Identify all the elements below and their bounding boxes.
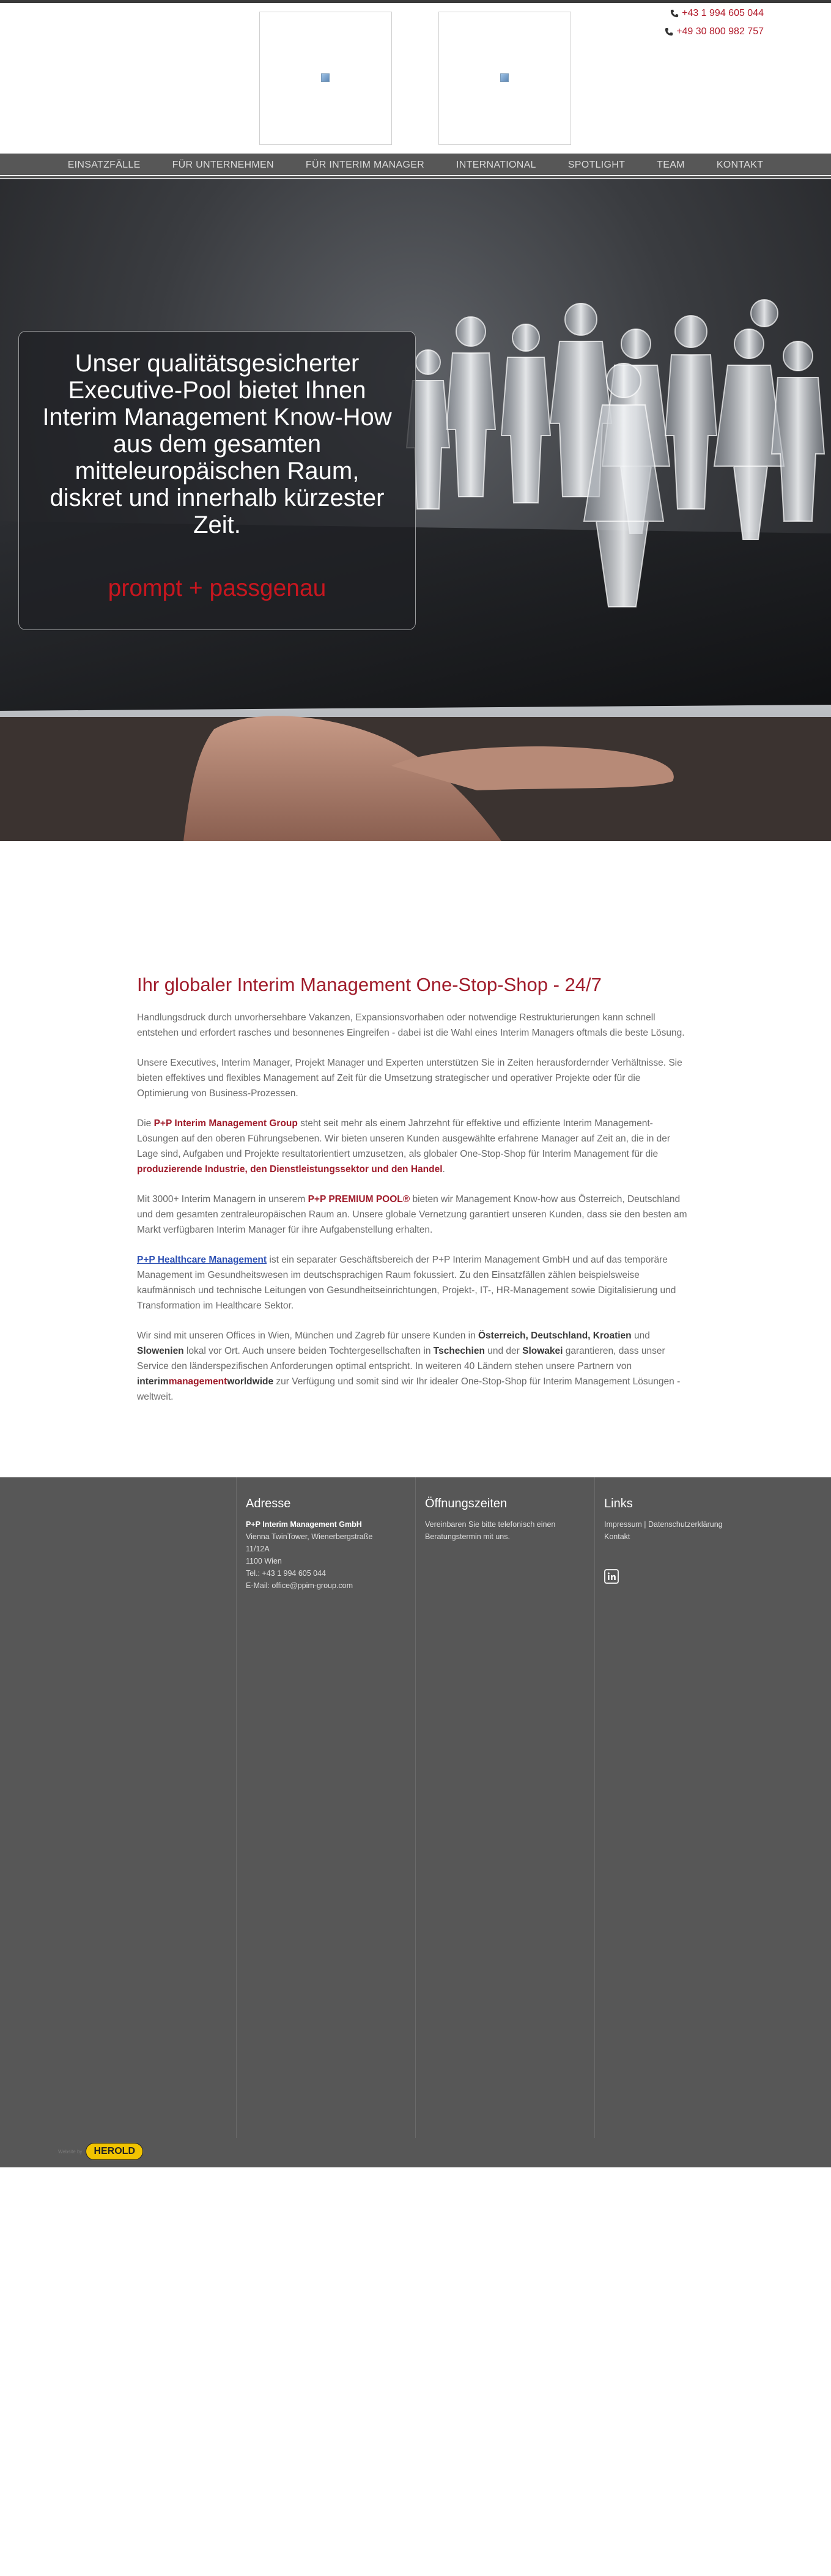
broken-image-icon [321,73,330,82]
nav-item-kontakt[interactable]: KONTAKT [716,159,764,170]
top-border-line [0,0,831,3]
hero-headline: Unser qualitätsgesicherter Executive-Pool bietet Ihnen Interim Management Know-How aus dem gesamten mitteleuropäischen Raum, diskret und innerhalb kürzester Zeit. [42,350,392,538]
footer-heading-links: Links [604,1497,633,1510]
broken-image-icon [500,73,509,82]
hours-text: Beratungstermin mit uns. [425,1532,510,1541]
kontakt-link[interactable]: Kontakt [604,1532,630,1541]
footer-links-column [594,1477,741,2138]
hero-tagline: prompt + passgenau [108,575,327,601]
page-title: Ihr globaler Interim Management One-Stop-Shop - 24/7 [137,974,602,995]
hero-message-box [18,331,416,630]
footer-address-column [236,1477,415,2138]
company-logo-left[interactable] [259,12,392,145]
phone-icon [665,28,673,36]
address-line: 1100 Wien [246,1557,282,1565]
nav-item-fuer-unternehmen[interactable]: FÜR UNTERNEHMEN [172,159,274,170]
group-name-highlight: P+P Interim Management Group [153,1118,298,1129]
footer-hours-column [415,1477,594,2138]
hours-text: Vereinbaren Sie bitte telefonisch einen [425,1520,556,1529]
premium-pool-paragraph: Mit 3000+ Interim Managern in unserem P+P PREMIUM POOL® bieten wir Management Know-how aus Österreich, Deutschland und dem gesamten zentraleuropäischen Raum an. Unsere globale Vernetzung garantiert unseren Kunden, dass sie den besten am Markt verfügbaren Interim Manager für ihre Aufgabenstellung erhalten. [137,1194,687,1235]
sectors-highlight: produzierende Industrie, den Dienstleistungssektor und den Handel [137,1164,443,1175]
linkedin-icon[interactable] [604,1569,619,1584]
group-paragraph: Die P+P Interim Management Group steht seit mehr als einem Jahrzehnt für effektive und effiziente Interim Management-Lösungen auf den oberen Führungsebenen. Wir bieten unseren Kunden ausgewählte erfahrene Manager auf Zeit an, die in der Lage sind, Aufgaben und Projekte resultatorientiert umzusetzen, als globaler One-Stop-Shop für Interim Management für die produzierende Industrie, den Dienstleistungssektor und den Handel. [137,1118,671,1175]
footer-email[interactable]: E-Mail: office@ppim-group.com [246,1581,353,1590]
phone-link-germany[interactable] [665,26,764,37]
herold-caption: Website by [58,2148,83,2155]
healthcare-paragraph: P+P Healthcare Management ist ein separater Geschäftsbereich der P+P Interim Management GmbH und auf das temporäre Management im Gesundheitswesen im deutschsprachigen Raum fokussiert. Zu den Einsatzfällen zählen beispielsweise kaufmännisch und technische Leitungen von Gesundheitseinrichtungen, Projekt-, IT-, HR-Management sowie Digitalisierung und Transformation im Healthcare Sektor. [137,1255,676,1311]
main-content [137,974,693,1419]
nav-item-fuer-interim-manager[interactable]: FÜR INTERIM MANAGER [305,159,425,170]
offices-paragraph: Wir sind mit unseren Offices in Wien, München und Zagreb für unsere Kunden in Österreich, Deutschland, Kroatien und Slowenien lokal vor Ort. Auch unsere beiden Tochtergesellschaften in Tschechien und der Slowakei garantieren, dass unser Service den länderspezifischen Anforderungen optimal entspricht. In weiteren 40 Ländern stehen unsere Partnern von interimmanagementworldwide zur Verfügung und somit sind wir Ihr idealer One-Stop-Shop für Interim Management Lösungen - weltweit. [137,1331,681,1402]
hero-banner [0,179,831,841]
address-line: Vienna TwinTower, Wienerbergstraße [246,1532,373,1541]
executives-paragraph: Unsere Executives, Interim Manager, Projekt Manager und Experten unterstützen Sie in Zeiten herausfordernder Verhältnisse. Sie bieten effektives und flexibles Management auf Zeit für die Umsetzung strategischer und operativer Projekte oder für die Optimierung von Business-Prozessen. [137,1058,682,1099]
site-footer [0,1477,831,2167]
phone-number: +49 30 800 982 757 [676,26,764,37]
footer-phone[interactable]: Tel.: +43 1 994 605 044 [246,1569,327,1578]
phone-number: +43 1 994 605 044 [682,8,764,18]
phone-icon [670,9,679,18]
footer-heading-hours: Öffnungszeiten [425,1497,508,1510]
nav-item-spotlight[interactable]: SPOTLIGHT [567,159,626,170]
address-line: 11/12A [246,1545,270,1553]
main-navigation [0,154,831,176]
impressum-datenschutz-link[interactable]: Impressum | Datenschutzerklärung [604,1520,723,1529]
nav-item-international[interactable]: INTERNATIONAL [456,159,536,170]
footer-heading-address: Adresse [246,1497,291,1510]
herold-logo: HEROLD [86,2143,143,2160]
nav-item-einsatzfaelle[interactable]: EINSATZFÄLLE [67,159,141,170]
herold-badge-link[interactable] [58,2143,143,2160]
company-logo-right[interactable] [438,12,571,145]
intro-paragraph: Handlungsdruck durch unvorhersehbare Vakanzen, Expansionsvorhaben oder notwendige Restrukturierungen kann schnell entstehen und erfordert rasches und besonnenes Eingreifen - dabei ist die Wahl eines Interim Managers oftmals die beste Lösung. [137,1012,685,1038]
phone-link-austria[interactable] [670,8,764,19]
premium-pool-highlight: P+P PREMIUM POOL® [308,1194,410,1204]
nav-item-team[interactable]: TEAM [657,159,685,170]
healthcare-management-link[interactable]: P+P Healthcare Management [137,1255,267,1265]
company-name: P+P Interim Management GmbH [246,1520,362,1529]
